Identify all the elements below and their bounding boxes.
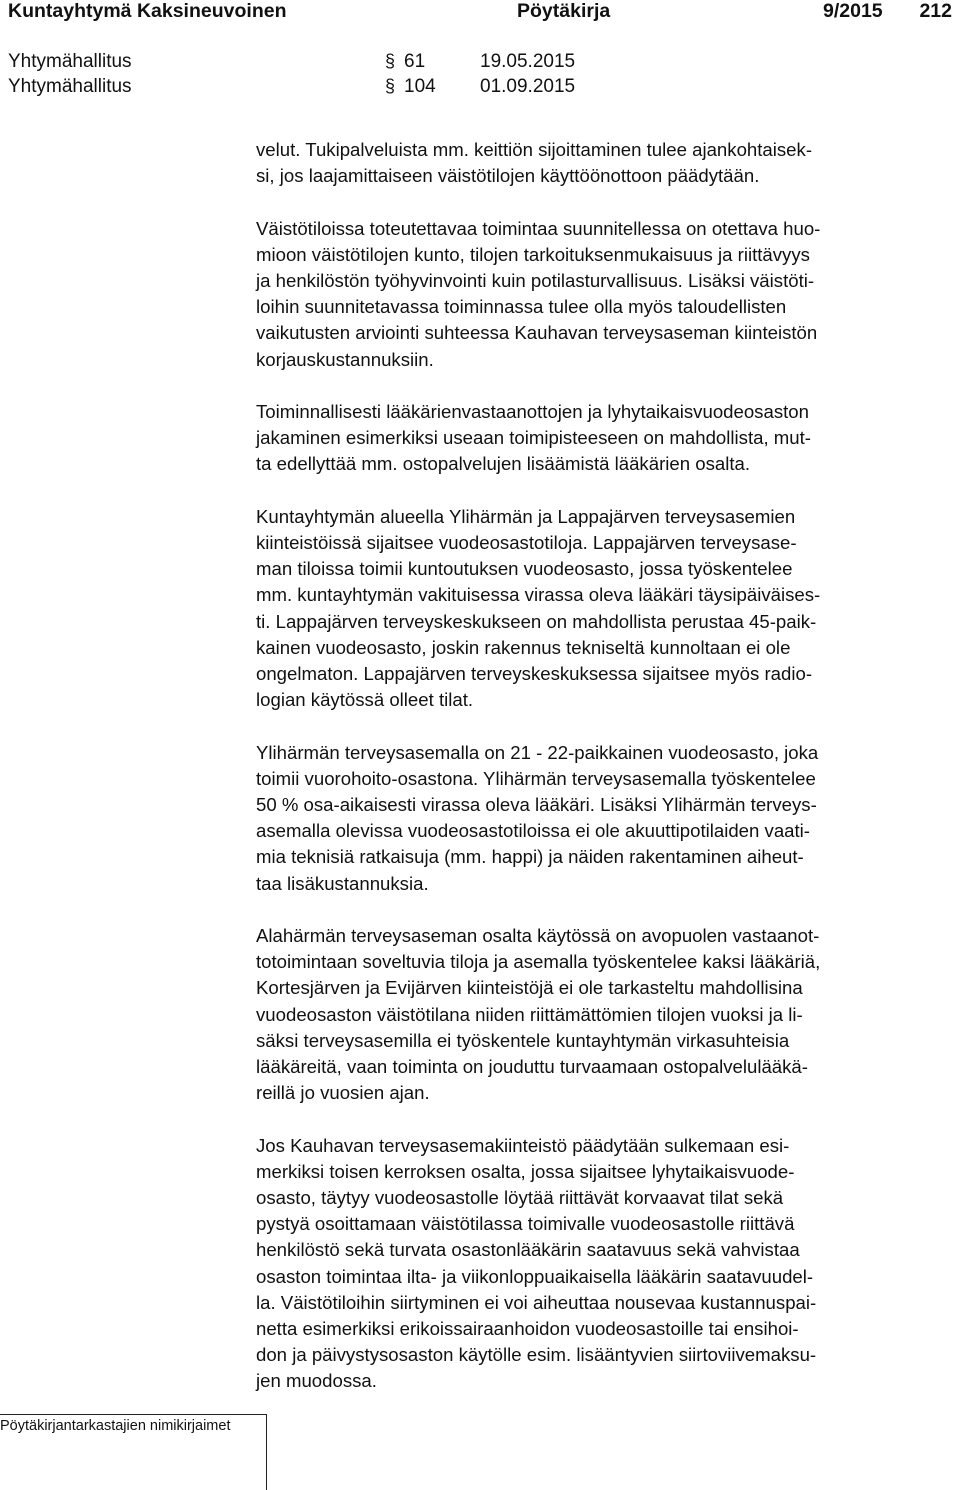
section-number: 104 [404, 76, 436, 97]
document-number: 9/2015 [823, 0, 883, 22]
text-line: pystyä osoittamaan väistötilassa toimivalle vuodeosastolle riittävä [256, 1213, 795, 1235]
paragraph [256, 740, 956, 897]
text-line: Ylihärmän terveysasemalla on 21 - 22-paikkainen vuodeosasto, joka [256, 741, 819, 763]
text-line: korjauskustannuksiin. [256, 348, 434, 370]
text-line: ongelmaton. Lappajärven terveyskeskuksessa sijaitsee myös radio- [256, 663, 813, 685]
text-line: loihin suunnitetavassa toiminnassa tulee olla myös taloudellisten [256, 296, 787, 318]
text-line: Toiminnallisesti lääkärienvastaanottojen ja lyhytaikaisvuodeosaston [256, 401, 809, 422]
meeting-date: 19.05.2015 [480, 51, 576, 72]
text-line: velut. Tukipalveluista mm. keittiön sijoittaminen tulee ajankohtaisek- [256, 139, 813, 160]
text-line: Kortesjärven ja Evijärven kiinteistöjä ei ole tarkasteltu mahdollisina [256, 977, 803, 999]
footer-signature-box [0, 1414, 267, 1490]
text-line: osasto, täytyy vuodeosastolle löytää riittävät korvaavat tilat sekä [256, 1187, 784, 1209]
document-type: Pöytäkirja [517, 0, 611, 22]
text-line: 50 % osa-aikaisesti virassa oleva lääkäri. Lisäksi Ylihärmän terveys- [256, 794, 817, 816]
text-line: taa lisäkustannuksia. [256, 872, 429, 894]
text-line: kainen vuodeosasto, joskin rakennus tekniseltä kunnoltaan ei ole [256, 636, 791, 658]
text-line: Alahärmän terveysaseman osalta käytössä on avopuolen vastaanot- [256, 925, 820, 947]
meeting-reference [8, 51, 648, 75]
organization-name: Kuntayhtymä Kaksineuvoinen [8, 0, 287, 22]
text-line: man tiloissa toimii kuntoutuksen vuodeosasto, jossa työskentelee [256, 558, 793, 580]
text-line: kiinteistöissä sijaitsee vuodeosastotiloja. Lappajärven terveysase- [256, 532, 797, 553]
paragraph [256, 1133, 956, 1395]
paragraph [256, 216, 956, 373]
text-line: jakaminen esimerkiksi useaan toimipisteeseen on mahdollista, mut- [256, 427, 811, 449]
text-line: totoimintaan soveltuvia tiloja ja asemalla työskentelee kaksi lääkäriä, [256, 951, 821, 973]
text-line: henkilöstö sekä turvata osastonlääkärin saatavuus sekä vahvistaa [256, 1239, 800, 1261]
text-line: ta edellyttää mm. ostopalvelujen lisäämistä lääkärien osalta. [256, 453, 751, 475]
text-line: logian käytössä olleet tilat. [256, 689, 474, 711]
text-line: Kuntayhtymän alueella Ylihärmän ja Lappajärven terveysasemien [256, 505, 796, 527]
text-line: Väistötiloissa toteutettavaa toimintaa suunnitellessa on otettava huo- [256, 217, 821, 239]
text-line: la. Väistötiloihin siirtyminen ei voi aiheuttaa nousevaa kustannuspai- [256, 1291, 817, 1313]
text-line: don ja päivystysosaston käytölle esim. lisääntyvien siirtoviivemaksu- [256, 1344, 817, 1366]
paragraph [256, 399, 956, 478]
document-header [8, 0, 952, 26]
text-line: lääkäreitä, vaan toiminta on jouduttu turvaamaan ostopalvelulääkä- [256, 1056, 808, 1078]
text-line: vaikutusten arviointi suhteessa Kauhavan terveysaseman kiinteistön [256, 322, 818, 344]
text-line: vuodeosaston väistötilana niiden riittämättömien tilojen vuoksi ja li- [256, 1003, 803, 1025]
text-line: osaston toimintaa ilta- ja viikonloppuaikaisella lääkärin saatavuudel- [256, 1265, 814, 1287]
text-line: Jos Kauhavan terveysasemakiinteistö päädytään sulkemaan esi- [256, 1134, 790, 1156]
section-sign-icon: § [385, 76, 396, 96]
text-line: mm. kuntayhtymän vakituisessa virassa oleva lääkäri täysipäiväises- [256, 584, 821, 606]
text-line: merkiksi toisen kerroksen osalta, jossa sijaitsee lyhytaikaisvuode- [256, 1160, 795, 1182]
meeting-reference [8, 76, 648, 100]
text-line: mia teknisiä ratkaisuja (mm. happi) ja näiden rakentaminen aiheut- [256, 846, 804, 868]
paragraph [256, 504, 956, 714]
meeting-body: Yhtymähallitus [8, 76, 132, 97]
paragraph [256, 137, 956, 189]
text-line: ti. Lappajärven terveyskeskukseen on mahdollista perustaa 45-paik- [256, 610, 817, 632]
text-line: jen muodossa. [256, 1370, 377, 1392]
body-text [256, 137, 956, 1421]
section-sign-icon: § [385, 51, 396, 71]
footer-label: Pöytäkirjantarkastajien nimikirjaimet [0, 1414, 266, 1434]
text-line: säksi terveysasemilla ei työskentele kuntayhtymän virkasuhteisia [256, 1029, 790, 1051]
section-number: 61 [404, 51, 426, 72]
text-line: asemalla olevissa vuodeosastotiloissa ei ole akuuttipotilaiden vaati- [256, 820, 810, 842]
meeting-body: Yhtymähallitus [8, 51, 132, 72]
page-number: 212 [919, 0, 952, 22]
text-line: ja henkilöstön työhyvinvointi kuin potilasturvallisuus. Lisäksi väistöti- [256, 270, 815, 291]
paragraph [256, 923, 956, 1106]
text-line: reillä jo vuosien ajan. [256, 1082, 430, 1104]
text-line: toimii vuorohoito-osastona. Ylihärmän terveysasemalla työskentelee [256, 767, 816, 789]
meeting-date: 01.09.2015 [480, 76, 576, 97]
text-line: netta esimerkiksi erikoissairaanhoidon vuodeosastoille tai ensihoi- [256, 1318, 799, 1340]
text-line: si, jos laajamittaiseen väistötilojen käyttöönottoon päädytään. [256, 165, 760, 187]
text-line: mioon väistötilojen kunto, tilojen tarkoituksenmukaisuus ja riittävyys [256, 243, 810, 265]
